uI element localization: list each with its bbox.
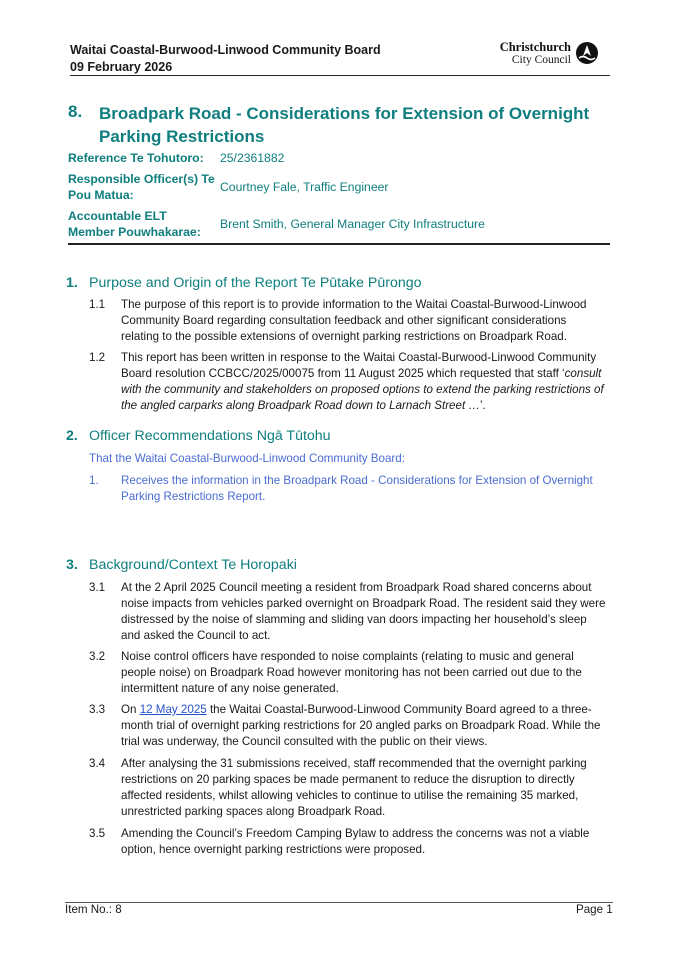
paragraph-3-5-number: 3.5 [89,827,106,840]
text: ’. [479,399,486,412]
line: Amending the Council’s Freedom Camping Bylaw to address the concerns was not a viable [121,827,590,840]
meta-divider [68,243,610,245]
paragraph-3-1-number: 3.1 [89,581,106,594]
line: distressed by the noise of slamming and sliding van doors impacting her household’s sleep [121,613,587,626]
recommendation-1 [121,473,609,505]
reference-label: Reference Te Tohutoro: [68,151,204,165]
meeting-date: 09 February 2026 [70,60,173,74]
paragraph-3-5 [121,826,609,858]
section-3-heading: Background/Context Te Horopaki [89,557,297,573]
quote-italic: consult [564,367,602,380]
line: At the 2 April 2025 Council meeting a resident from Broadpark Road shared concerns about [121,581,592,594]
section-1-heading: Purpose and Origin of the Report Te Pūtake Pūrongo [89,275,422,291]
line: option, hence overnight parking restrictions were proposed. [121,843,426,856]
paragraph-1-2 [121,350,609,414]
reference-value: 25/2361882 [220,151,285,165]
paragraph-3-4 [121,756,609,820]
section-2-heading: Officer Recommendations Ngā Tūtohu [89,428,331,444]
board-name: Waitai Coastal-Burwood-Linwood Community Board [70,43,381,57]
text: On [121,703,140,716]
line [121,398,609,414]
line: intermittent nature of any noise generated. [121,682,339,695]
footer-item-number: Item No.: 8 [65,903,122,916]
line: affected residents, whilst allowing vehicles to continue to utilise the remaining 35 marked, [121,789,579,802]
section-3-number: 3. [66,557,78,573]
paragraph-3-2-number: 3.2 [89,650,106,663]
quote-italic: the angled carparks along Broadpark Road down to Larnach Street … [121,399,480,412]
line: The purpose of this report is to provide information to the Waitai Coastal-Burwood-Linwood [121,298,587,311]
line: unrestricted parking spaces along Broadpark Road. [121,805,386,818]
section-1-number: 1. [66,275,78,291]
paragraph-3-1 [121,580,609,644]
line: trial was underway, the Council consulted with the public on their views. [121,735,488,748]
line: month trial of overnight parking restrictions for 20 angled parks on Broadpark Road. While the [121,719,601,732]
line: noise impacts from vehicles parked overnight on Broadpark Road. The resident said they were [121,597,606,610]
line: restrictions on 20 parking spaces be made permanent to reduce the disruption to directly [121,773,575,786]
officer-label-line-2: Pou Matua: [68,188,134,202]
line: Parking Restrictions Report. [121,490,266,503]
recommendation-1-number: 1. [89,474,99,487]
line: Community Board regarding consultation feedback and other significant considerations [121,314,567,327]
line: and asked the Council to act. [121,629,271,642]
line: After analysing the 31 submissions received, staff recommended that the overnight parking [121,757,587,770]
report-title [99,102,609,148]
report-title-line-2: Parking Restrictions [99,127,265,146]
line: people noise) on Broadpark Road however monitoring has not been carried out due to the [121,666,582,679]
report-title-line-1: Broadpark Road - Considerations for Extension of Overnight [99,104,590,123]
elt-value: Brent Smith, General Manager City Infrastructure [220,217,485,231]
section-2-number: 2. [66,428,78,444]
line [121,366,609,382]
footer-divider [65,902,613,903]
paragraph-1-2-number: 1.2 [89,351,106,364]
logo-line-1: Christchurch [499,40,571,54]
paragraph-3-3-number: 3.3 [89,703,106,716]
council-logo-icon [575,41,599,65]
line: Noise control officers have responded to noise complaints (relating to music and general [121,650,574,663]
header-divider [70,75,610,76]
meeting-date-link[interactable]: 12 May 2025 [139,703,207,716]
line: Receives the information in the Broadpark Road - Considerations for Extension of Overnight [121,474,593,487]
line [121,382,609,398]
line: This report has been written in response to the Waitai Coastal-Burwood-Linwood Community [121,351,597,364]
logo-line-2: City Council [511,54,571,66]
paragraph-1-1-number: 1.1 [89,298,106,311]
officer-label-line-1: Responsible Officer(s) Te [68,172,215,186]
elt-label [68,208,218,240]
text: the Waitai Coastal-Burwood-Linwood Community Board agreed to a three- [206,703,592,716]
line: relating to the possible extensions of overnight parking restrictions on Broadpark Road. [121,330,567,343]
item-number: 8. [68,102,83,121]
officer-label [68,171,218,203]
paragraph-3-2 [121,649,609,697]
paragraph-3-3 [121,702,609,750]
elt-label-line-1: Accountable ELT [68,209,167,223]
footer-page-number: Page 1 [576,903,613,916]
paragraph-1-1 [121,297,609,345]
officer-value: Courtney Fale, Traffic Engineer [220,180,389,194]
quote-italic: with the community and stakeholders on proposed options to extend the parking restrictions of [121,383,604,396]
council-logo [497,41,601,67]
board-header [70,42,381,76]
elt-label-line-2: Member Pouwhakarae: [68,225,201,239]
recommendation-intro: That the Waitai Coastal-Burwood-Linwood Community Board: [89,452,405,465]
paragraph-3-4-number: 3.4 [89,757,106,770]
text: Board resolution CCBCC/2025/00075 from 11 August 2025 which requested that staff ‘ [121,367,565,380]
line [121,702,609,718]
